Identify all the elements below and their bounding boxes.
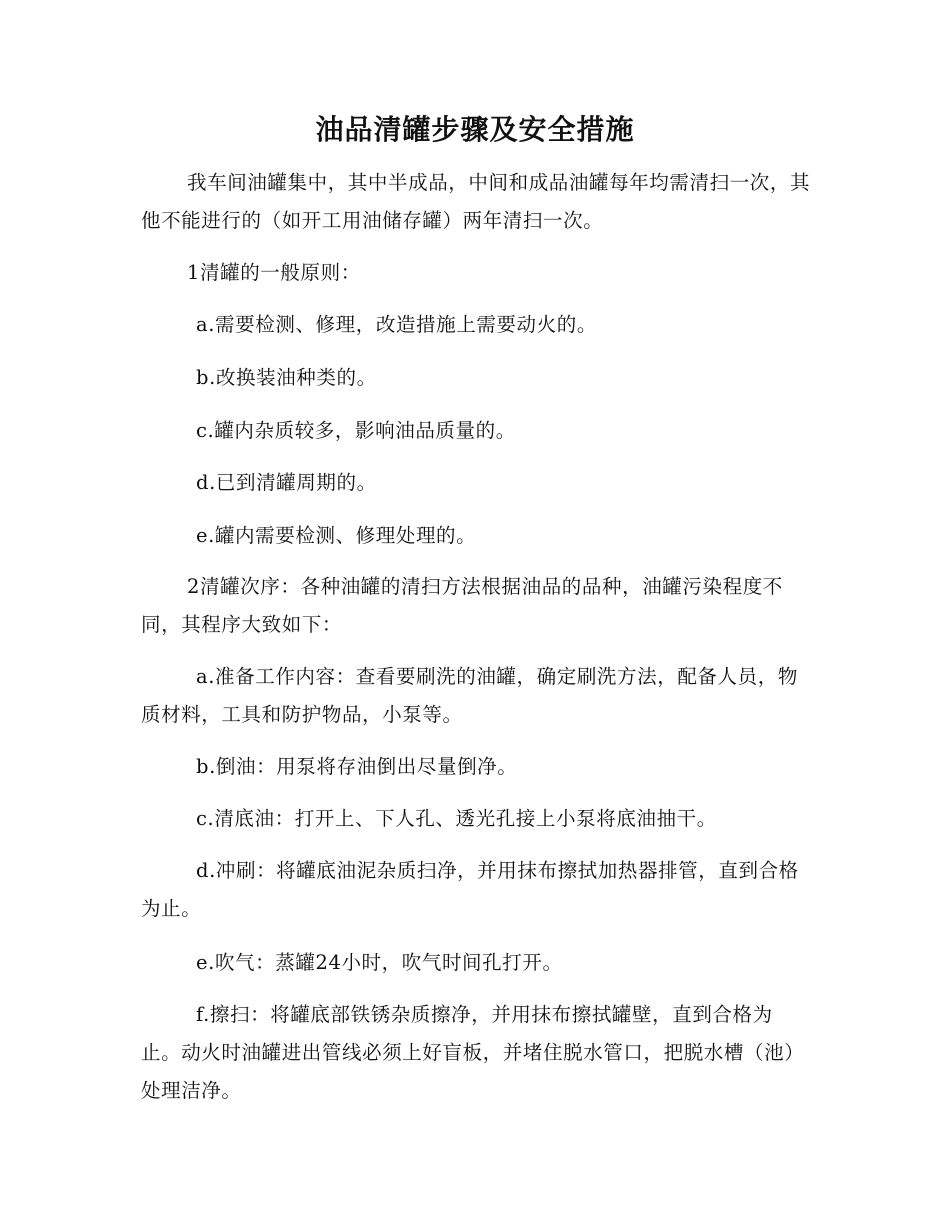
- section2-item-a: a.准备工作内容：查看要刷洗的油罐，确定刷洗方法，配备人员，物质材料，工具和防护物品，小泵等。: [141, 665, 798, 726]
- section2-item-c: c.清底油：打开上、下人孔、透光孔接上小泵将底油抽干。: [196, 807, 717, 830]
- section1-item-b: b.改换装油种类的。: [196, 366, 377, 389]
- document-title: 油品清罐步骤及安全措施: [315, 113, 635, 146]
- section2-heading: 2清罐次序：各种油罐的清扫方法根据油品的品种，油罐污染程度不同，其程序大致如下：: [141, 575, 783, 636]
- section1-item-d: d.已到清罐周期的。: [196, 471, 377, 494]
- section2-item-e: e.吹气：蒸罐24小时，吹气时间孔打开。: [196, 951, 563, 974]
- section1-item-e: e.罐内需要检测、修理处理的。: [196, 524, 477, 547]
- section2-item-b: b.倒油：用泵将存油倒出尽量倒净。: [196, 755, 518, 778]
- section2-item-d: d.冲刷：将罐底油泥杂质扫净，并用抹布擦拭加热器排管，直到合格为止。: [141, 859, 799, 920]
- section2-item-f: f.擦扫：将罐底部铁锈杂质擦净，并用抹布擦拭罐壁，直到合格为止。动火时油罐进出管线必须上好盲板，并堵住脱水管口，把脱水槽（池）处理洁净。: [141, 1003, 805, 1102]
- section1-heading: 1清罐的一般原则：: [187, 261, 361, 284]
- section1-item-a: a.需要检测、修理，改造措施上需要动火的。: [196, 313, 597, 336]
- section1-item-c: c.罐内杂质较多，影响油品质量的。: [196, 419, 516, 442]
- intro-paragraph: 我车间油罐集中，其中半成品，中间和成品油罐每年均需清扫一次，其他不能进行的（如开工用油储存罐）两年清扫一次。: [141, 171, 811, 232]
